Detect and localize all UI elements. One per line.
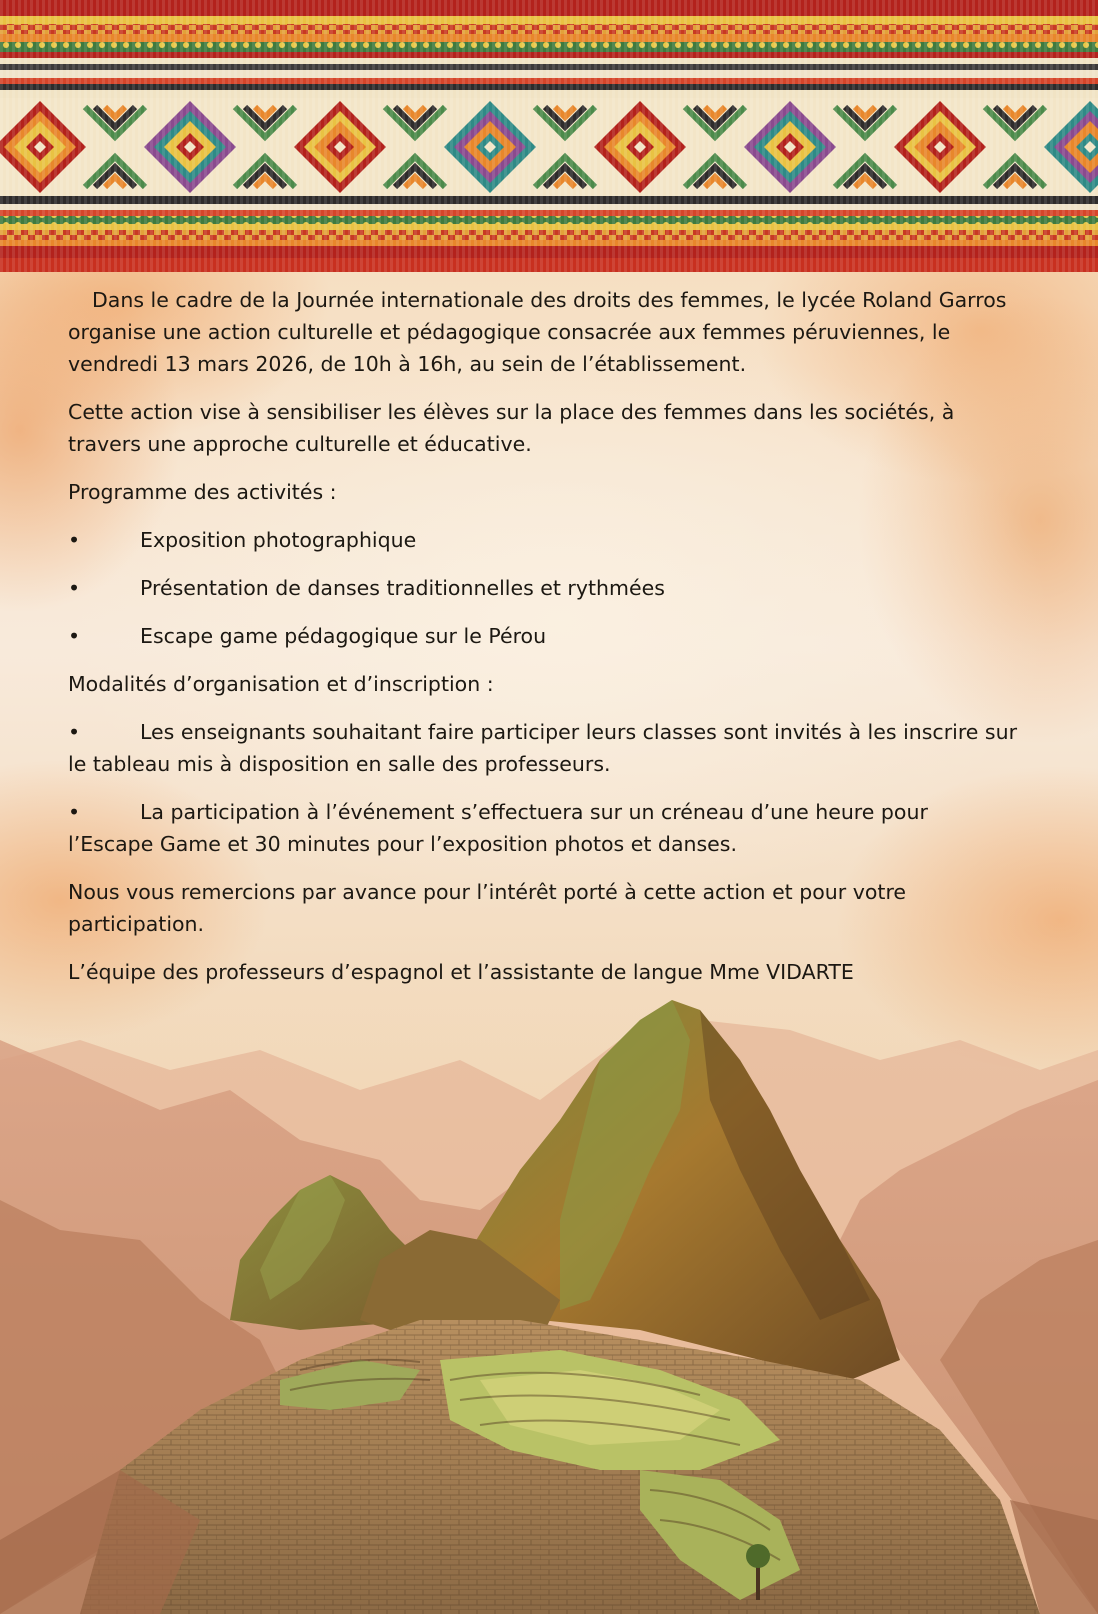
announcement-text: [68, 284, 1018, 1004]
modality-item: • La participation à l’événement s’effectuera sur un créneau d’une heure pour l’Escape Game et 30 minutes pour l’exposition photos et danses.: [68, 796, 1018, 860]
program-item: • Escape game pédagogique sur le Pérou: [68, 620, 1018, 652]
aim-paragraph: Cette action vise à sensibiliser les élèves sur la place des femmes dans les sociétés, à travers une approche culturelle et éducative.: [68, 400, 955, 456]
woven-textile-band: [0, 0, 1098, 272]
bullet-icon: •: [68, 720, 81, 744]
thanks-paragraph: Nous vous remercions par avance pour l’intérêt porté à cette action et pour votre participation.: [68, 880, 907, 936]
modalities-heading: Modalités d’organisation et d’inscription :: [68, 672, 494, 696]
modality-item: • Les enseignants souhaitant faire participer leurs classes sont invités à les inscrire sur le tableau mis à disposition en salle des professeurs.: [68, 716, 1018, 780]
bullet-icon: •: [68, 576, 81, 600]
program-item: • Exposition photographique: [68, 524, 1018, 556]
machu-picchu-illustration: [0, 1000, 1098, 1614]
signature: L’équipe des professeurs d’espagnol et l’assistante de langue Mme VIDARTE: [68, 960, 854, 984]
bullet-icon: •: [68, 528, 81, 552]
program-heading: Programme des activités :: [68, 480, 337, 504]
bullet-icon: •: [68, 624, 81, 648]
bullet-icon: •: [68, 800, 81, 824]
intro-paragraph: Dans le cadre de la Journée internationale des droits des femmes, le lycée Roland Garros organise une action culturelle et pédagogique consacrée aux femmes péruviennes, le vendredi 13 mars 2026, de 10h à 16h, au sein de l’établissement.: [68, 288, 1007, 376]
program-item: • Présentation de danses traditionnelles et rythmées: [68, 572, 1018, 604]
